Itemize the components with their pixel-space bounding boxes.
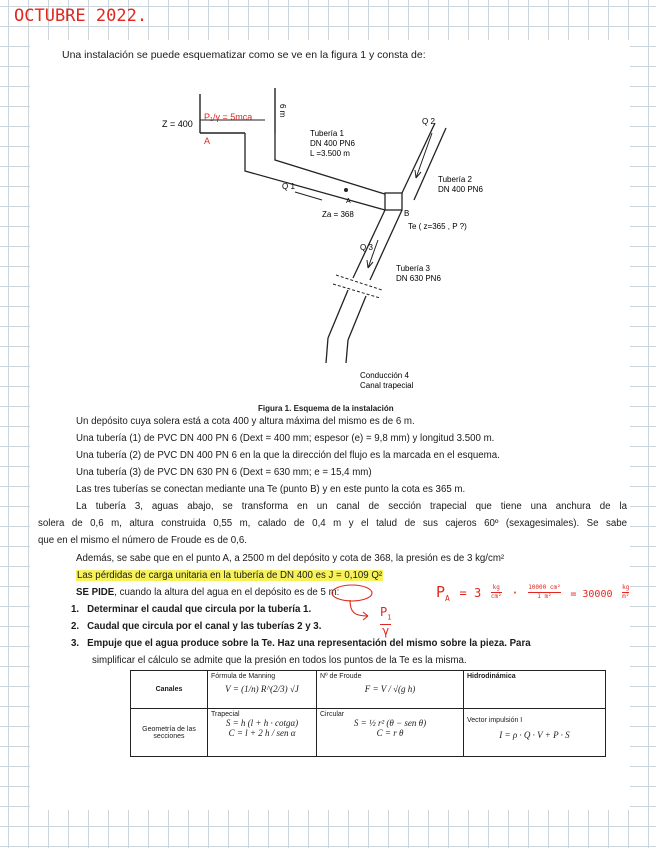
- p-subscript: 1: [387, 613, 392, 622]
- intro-text: Una instalación se puede esquematizar como se ve en la figura 1 y consta de:: [62, 49, 426, 61]
- conduccion-label: [360, 371, 414, 390]
- question-3-continuation: simplificar el cálculo se admite que la presión en todos los puntos de la Te es la misma.: [92, 655, 467, 666]
- tuberia-3-title: Tubería 3: [396, 264, 430, 273]
- text-line-canal-2: solera de 0,6 m, altura construida 0,55 m, calado de 0,4 m y el talud de sus cajeros 60º (sexagesimales). Se sabe: [38, 518, 627, 529]
- tuberia-1-length: L =3.500 m: [310, 149, 350, 158]
- handwritten-p-over-gamma: [380, 606, 391, 638]
- tuberia-2-title: Tubería 2: [438, 175, 472, 184]
- question-1-number: 1.: [71, 604, 80, 615]
- question-2: [71, 621, 321, 632]
- tuberia-3-dn: DN 630 PN6: [396, 274, 441, 283]
- text-line-deposito: Un depósito cuya solera está a cota 400 y altura máxima del mismo es de 6 m.: [76, 416, 415, 427]
- multiply-dot: ·: [511, 586, 519, 600]
- impulsion-formula: I = ρ · Q · V + P · S: [499, 730, 570, 740]
- tuberia-1-dn: DN 400 PN6: [310, 139, 355, 148]
- formula-table: [130, 670, 606, 757]
- result-m2: m²: [622, 593, 630, 600]
- tuberia-1-title: Tubería 1: [310, 129, 344, 138]
- trapecial-header: Trapecial: [211, 711, 240, 718]
- hand-a-label: A: [204, 136, 211, 146]
- pa-result: = 30000: [570, 589, 613, 600]
- question-2-number: 2.: [71, 621, 80, 632]
- trapecial-area: S = h (l + h · cotgα): [225, 718, 299, 728]
- pressure-note: P₁/γ = 5mca: [204, 112, 253, 122]
- question-3-number: 3.: [71, 638, 80, 649]
- manning-header: Fórmula de Manning: [211, 673, 276, 680]
- pipe-3-lower: [326, 290, 366, 363]
- cell-hidrodinamica: [464, 671, 606, 709]
- pipe-3-break-marks: [333, 275, 382, 298]
- question-3: [71, 638, 531, 649]
- tee-junction: [385, 193, 402, 210]
- p-symbol: P: [380, 605, 388, 619]
- text-line-froude: que en el mismo el número de Froude es de 0,6.: [38, 535, 247, 546]
- manning-formula: V = (1/n) R^(2/3) √J: [225, 684, 299, 694]
- units-cm2: cm²: [490, 593, 502, 600]
- te-label: Te ( z=365 , P ?): [408, 222, 467, 231]
- cell-trapecial: [208, 709, 317, 757]
- handwritten-pa-calc: [436, 582, 629, 603]
- handwritten-date-title: OCTUBRE 2022.: [14, 6, 148, 26]
- tuberia-3-label: [396, 264, 441, 283]
- se-pide-text: , cuando la altura del agua en el depósito es de 5 m:: [114, 587, 340, 598]
- figure-caption: Figura 1. Esquema de la instalación: [258, 404, 394, 413]
- cell-froude: [317, 671, 464, 709]
- circular-perimeter: C = r θ: [376, 728, 404, 738]
- se-pide-label: SE PIDE: [76, 587, 115, 598]
- cell-impulsion: [464, 709, 606, 757]
- question-2-text: Caudal que circula por el canal y las tuberías 2 y 3.: [87, 621, 322, 632]
- cell-canales: Canales: [131, 671, 208, 709]
- installation-diagram: [150, 78, 510, 404]
- text-line-tuberia-3: Una tubería (3) de PVC DN 630 PN 6 (Dext = 630 mm; e = 15,4 mm): [76, 467, 372, 478]
- circular-header: Circular: [320, 711, 345, 718]
- question-1-text: Determinar el caudal que circula por la tubería 1.: [87, 604, 312, 615]
- z-label: Z = 400: [162, 119, 193, 129]
- depth-label: 6 m: [278, 104, 287, 118]
- pa-equals: = 3: [459, 586, 482, 600]
- gamma-symbol: γ: [382, 624, 390, 639]
- point-a-label: A: [346, 198, 351, 205]
- circular-area: S = ½ r² (θ − sen θ): [353, 718, 427, 728]
- tuberia-2-dn: DN 400 PN6: [438, 185, 483, 194]
- units-kg: kg: [492, 584, 500, 591]
- conduccion-title: Conducción 4: [360, 371, 409, 380]
- highlighted-perdidas: Las pérdidas de carga unitaria en la tubería de DN 400 es J = 0,109 Q²: [77, 570, 383, 581]
- result-kg: kg: [622, 584, 630, 591]
- hidrodinamica-header: Hidrodinámica: [467, 673, 516, 680]
- q3-label: Q 3: [360, 243, 373, 252]
- question-3-text: Empuje que el agua produce sobre la Te. Haz una representación del mismo sobre la pieza. Para: [87, 638, 531, 649]
- text-line-te: Las tres tuberías se conectan mediante una Te (punto B) y en este punto la cota es 365 m.: [76, 484, 466, 495]
- cell-manning: [208, 671, 317, 709]
- pa-symbol: P: [436, 583, 446, 601]
- q1-label: Q 1: [282, 182, 295, 191]
- text-line-canal-1: La tubería 3, aguas abajo, se transforma en un canal de sección trapecial que tiene una anchura de la: [76, 501, 627, 512]
- q1-arrow: [295, 192, 322, 200]
- point-b-label: B: [404, 209, 410, 218]
- q2-label: Q 2: [422, 117, 435, 126]
- conversion-top: 10000 cm²: [528, 584, 561, 591]
- point-a-marker: [344, 188, 348, 192]
- text-line-se-pide: [76, 587, 339, 598]
- pa-subscript: A: [445, 594, 450, 604]
- za-label: Za = 368: [322, 210, 354, 219]
- impulsion-header: Vector impulsión I: [467, 717, 523, 724]
- reservoir: [200, 88, 275, 133]
- froude-formula: F = V / √(g h): [364, 684, 416, 694]
- cell-circular: [317, 709, 464, 757]
- trapecial-perimeter: C = l + 2 h / sen α: [228, 728, 296, 738]
- p-over-gamma-top: [380, 606, 391, 625]
- tuberia-1-label: [310, 129, 357, 158]
- froude-header: Nº de Froude: [320, 673, 362, 680]
- tuberia-2-label: [438, 175, 483, 194]
- conduccion-type: Canal trapecial: [360, 381, 414, 390]
- q2-arrow: [415, 133, 432, 178]
- question-1: [71, 604, 311, 615]
- pointer-arrow: [346, 598, 376, 622]
- text-line-perdidas: [76, 570, 383, 581]
- cell-geometria: Geometría de las secciones: [131, 709, 208, 757]
- conversion-bottom: 1 m²: [537, 593, 552, 600]
- text-line-presion-a: Además, se sabe que en el punto A, a 2500 m del depósito y cota de 368, la presión es de 3 kg/cm²: [76, 553, 505, 564]
- result-units: [622, 584, 629, 601]
- text-line-tuberia-1: Una tubería (1) de PVC DN 400 PN 6 (Dext = 400 mm; espesor (e) = 9,8 mm) y longitud 3.500 m.: [76, 433, 495, 444]
- conversion-fraction: [528, 584, 561, 601]
- units-fraction: [491, 584, 502, 601]
- text-line-tuberia-2: Una tubería (2) de PVC DN 400 PN 6 en la que la dirección del flujo es la marcada en el esquema.: [76, 450, 500, 461]
